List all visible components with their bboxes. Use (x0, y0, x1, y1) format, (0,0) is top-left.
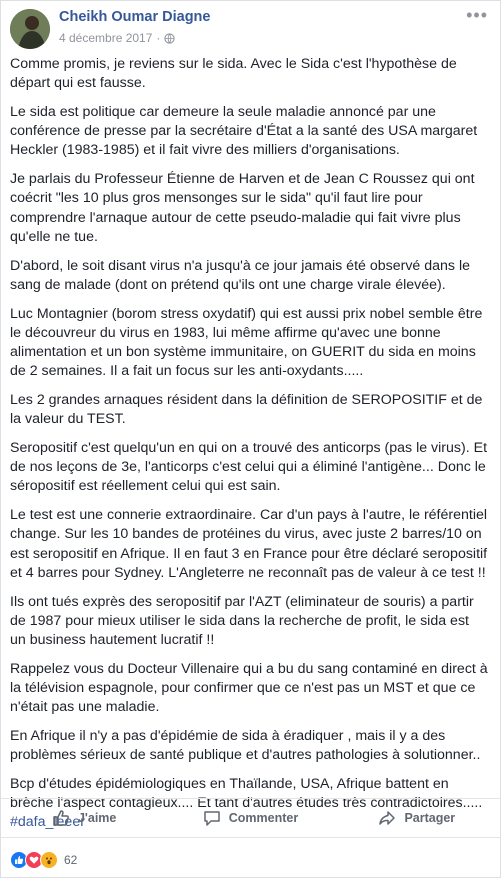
post-body (10, 55, 488, 833)
action-bar (1, 798, 500, 838)
hashtag-link[interactable]: #dafa_leeer (10, 814, 85, 831)
post-paragraph: Seropositif c'est quelqu'un en qui on a trouvé des anticorps (pas le virus). Et de nos leçons de 3e, l'anticorps c'est celui qui a éliminé l'antigène... Donc le séropositif est réellement celui qui est sain. (10, 440, 488, 495)
post-paragraph: Le sida est politique car demeure la seule maladie annoncé par une conférence de presse par la secrétaire d'État a la santé des USA margaret Heckler (1983-1985) et il fait vivre des milliers d'organisations. (10, 104, 478, 159)
post-paragraph-text: Bcp d'études épidémiologiques en Thaïlande, USA, Afrique battent en brèche l'aspect contagieux.... Et tant d'autres études très contradictoires..... (10, 776, 483, 812)
comment-icon (203, 809, 221, 827)
post-date[interactable]: 4 décembre 2017 (59, 31, 153, 45)
author-avatar[interactable] (10, 9, 50, 49)
post-header (1, 1, 500, 53)
author-name[interactable]: Cheikh Oumar Diagne (59, 9, 211, 25)
post-paragraph: Rappelez vous du Docteur Villenaire qui a bu du sang contaminé en direct à la télévision espagnole, pour confirmer que ce n'est pas un MST et que ce n'était pas une maladie. (10, 660, 488, 716)
share-label: Partager (404, 811, 456, 825)
comment-button[interactable] (167, 799, 333, 837)
comment-label: Commenter (228, 811, 299, 825)
post-paragraph: En Afrique il n'y a pas d'épidémie de sida à éradiquer , mais il y a des problèmes sérieux de santé publique et d'autres pathologies à solutionner.. (10, 728, 481, 764)
post-meta: 4 décembre 2017 · (59, 31, 175, 45)
share-icon (378, 809, 396, 827)
post-paragraph: Luc Montagnier (borom stress oxydatif) qui est aussi prix nobel semble être le découvreur du virus en 1983, lui même affirme qu'avec une bonne alimentation et un bon système immunitaire, on GUERIT du sida en moins de 2 semaines. Il a fait un focus sur les anti-oxydants..... (10, 305, 483, 380)
post-paragraph: D'abord, le soit disant virus n'a jusqu'à ce jour jamais été observé dans le sang de malade (dont on prétend qu'ils ont une charge virale élevée). (10, 257, 471, 293)
reaction-count: 62 (64, 853, 78, 867)
reaction-summary[interactable] (10, 851, 77, 869)
thumbs-up-icon (52, 809, 70, 827)
wow-reaction-icon (40, 851, 58, 869)
like-label: J'aime (77, 811, 117, 825)
more-icon[interactable]: ••• (466, 5, 488, 25)
post-paragraph: Ils ont tués exprès des seropositif par l'AZT (eliminateur de souris) a partir de 1987 pour mieux utiliser le sida dans la recherche de profit, le sida est un business hautement lucratif !! (10, 593, 474, 649)
post-paragraph: Le test est une connerie extraordinaire. Car d'un pays à l'autre, le référentiel change. Sur les 10 bandes de protéines du virus, avec juste 2 barres/10 on est seropositif en Afrique. Il en faut 3 en France pour être déclaré seropositif et 4 barres pour Sydney. L'Angleterre ne reconnaît pas de valeur à ce test !! (10, 507, 488, 581)
globe-icon (164, 33, 175, 44)
share-button[interactable] (334, 799, 500, 837)
post-paragraph: Comme promis, je reviens sur le sida. Avec le Sida c'est l'hypothèse de départ qui est fausse. (10, 56, 457, 92)
post-paragraph: Les 2 grandes arnaques résident dans la définition de SEROPOSITIF et de la valeur du TEST. (10, 392, 483, 428)
post-paragraph: Je parlais du Professeur Étienne de Harven et de Jean C Roussez qui ont coécrit "les 10 plus gros mensonges sur le sida" qu'il faut lire pour comprendre l'arnaque autour de cette pseudo-maladie qui fait vivre plus qu'elle ne tue. (10, 171, 475, 245)
like-button[interactable] (1, 799, 167, 837)
